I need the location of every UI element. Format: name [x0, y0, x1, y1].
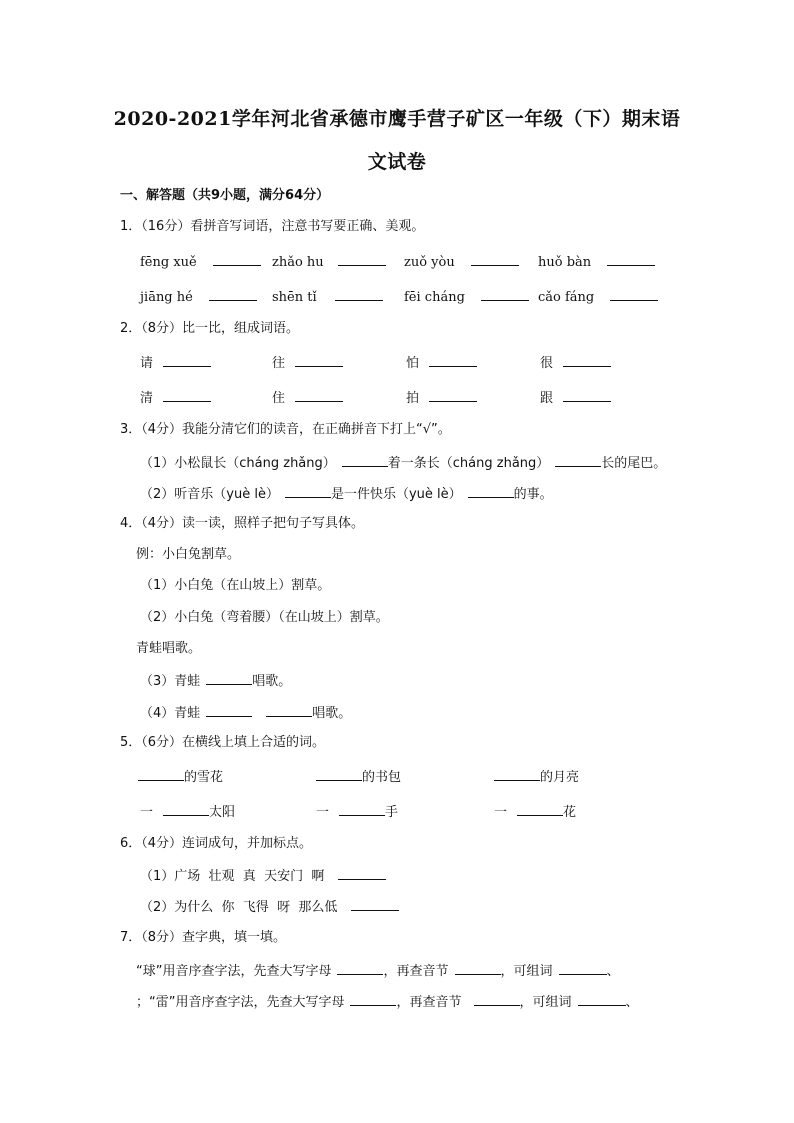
answer-blank[interactable] [610, 287, 658, 301]
answer-blank[interactable] [209, 287, 257, 301]
fill-item: 的书包 [316, 767, 401, 787]
char-item: 往 [272, 353, 343, 373]
answer-blank[interactable] [351, 897, 399, 911]
q4-example: 例：小白兔割草。 [136, 547, 241, 562]
answer-blank[interactable] [563, 353, 611, 367]
answer-blank[interactable] [316, 767, 362, 781]
answer-blank[interactable] [429, 353, 477, 367]
answer-blank[interactable] [163, 353, 211, 367]
answer-blank[interactable] [555, 453, 601, 467]
answer-blank[interactable] [266, 703, 312, 717]
pinyin-item: jiāng hé [140, 287, 257, 307]
answer-blank[interactable] [163, 802, 209, 816]
answer-blank[interactable] [474, 992, 520, 1006]
section-heading: 一、解答题（共9小题，满分64分） [120, 188, 330, 203]
answer-blank[interactable] [285, 484, 331, 498]
q7-line-1: “球”用音序查字法，先查大写字母 ，再查音节 ，可组词 、 [136, 961, 620, 981]
question-5: 5．（6分）在横线上填上合适的词。 [120, 735, 326, 750]
char-item: 清 [140, 388, 211, 408]
question-6: 6．（4分）连词成句，并加标点。 [120, 836, 313, 851]
question-7: 7．（8分）查字典，填一填。 [120, 930, 287, 945]
pinyin-item: zuǒ yòu [404, 252, 519, 272]
q4-sentence-4: （4）青蛙 唱歌。 [140, 703, 351, 723]
fill-item: 一 花 [494, 802, 576, 822]
q3-sentence-1: （1）小松鼠长（cháng zhǎng） 着一条长（cháng zhǎng） 长的尾巴。 [140, 453, 666, 473]
answer-blank[interactable] [563, 388, 611, 402]
answer-blank[interactable] [468, 484, 514, 498]
char-item: 住 [272, 388, 343, 408]
char-item: 怕 [406, 353, 477, 373]
answer-blank[interactable] [494, 767, 540, 781]
q6-sentence-2: （2）为什么 你 飞得 呀 那么低 [140, 897, 399, 917]
pinyin-item: fēi cháng [404, 287, 529, 307]
q4-sentence-1: （1）小白兔（在山坡上）割草。 [140, 578, 331, 593]
answer-blank[interactable] [342, 453, 388, 467]
char-item: 拍 [406, 388, 477, 408]
question-1: 1．（16分）看拼音写词语，注意书写要正确、美观。 [120, 219, 425, 234]
answer-blank[interactable] [559, 961, 607, 975]
q4-sentence-3: （3）青蛙 唱歌。 [140, 671, 291, 691]
answer-blank[interactable] [350, 992, 396, 1006]
answer-blank[interactable] [455, 961, 501, 975]
q6-sentence-1: （1）广场 壮观 真 天安门 啊 [140, 866, 386, 886]
answer-blank[interactable] [339, 802, 385, 816]
question-2: 2．（8分）比一比，组成词语。 [120, 321, 300, 336]
question-3: 3．（4分）我能分清它们的读音，在正确拼音下打上“√”。 [120, 422, 451, 437]
answer-blank[interactable] [578, 992, 626, 1006]
answer-blank[interactable] [471, 252, 519, 266]
answer-blank[interactable] [213, 252, 261, 266]
char-item: 很 [540, 353, 611, 373]
fill-item: 的月亮 [494, 767, 579, 787]
pinyin-item: cǎo fáng [538, 287, 658, 307]
fill-item: 一 手 [316, 802, 398, 822]
answer-blank[interactable] [517, 802, 563, 816]
fill-item: 一 太阳 [140, 802, 235, 822]
answer-blank[interactable] [138, 767, 184, 781]
answer-blank[interactable] [338, 252, 386, 266]
answer-blank[interactable] [295, 353, 343, 367]
fill-item: 的雪花 [138, 767, 223, 787]
answer-blank[interactable] [337, 961, 383, 975]
answer-blank[interactable] [429, 388, 477, 402]
answer-blank[interactable] [335, 287, 383, 301]
q4-sentence-2: （2）小白兔（弯着腰）（在山坡上）割草。 [140, 610, 389, 625]
question-4: 4．（4分）读一读，照样子把句子写具体。 [120, 516, 365, 531]
q7-line-2: ；“雷”用音序查字法，先查大写字母 ，再查音节 ，可组词 、 [136, 992, 639, 1012]
answer-blank[interactable] [295, 388, 343, 402]
answer-blank[interactable] [163, 388, 211, 402]
exam-title-line2: 文试卷 [367, 151, 427, 173]
answer-blank[interactable] [206, 703, 252, 717]
pinyin-item: fēng xuě [140, 252, 261, 272]
pinyin-item: shēn tǐ [272, 287, 383, 307]
q4-frog: 青蛙唱歌。 [136, 641, 202, 656]
answer-blank[interactable] [607, 252, 655, 266]
pinyin-item: huǒ bàn [538, 252, 655, 272]
char-item: 跟 [540, 388, 611, 408]
char-item: 请 [140, 353, 211, 373]
answer-blank[interactable] [206, 671, 252, 685]
exam-title-line1: 2020-2021学年河北省承德市鹰手营子矿区一年级（下）期末语 [113, 108, 681, 130]
answer-blank[interactable] [338, 866, 386, 880]
q3-sentence-2: （2）听音乐（yuè lè） 是一件快乐（yuè lè） 的事。 [140, 484, 553, 504]
pinyin-item: zhǎo hu [272, 252, 386, 272]
answer-blank[interactable] [481, 287, 529, 301]
